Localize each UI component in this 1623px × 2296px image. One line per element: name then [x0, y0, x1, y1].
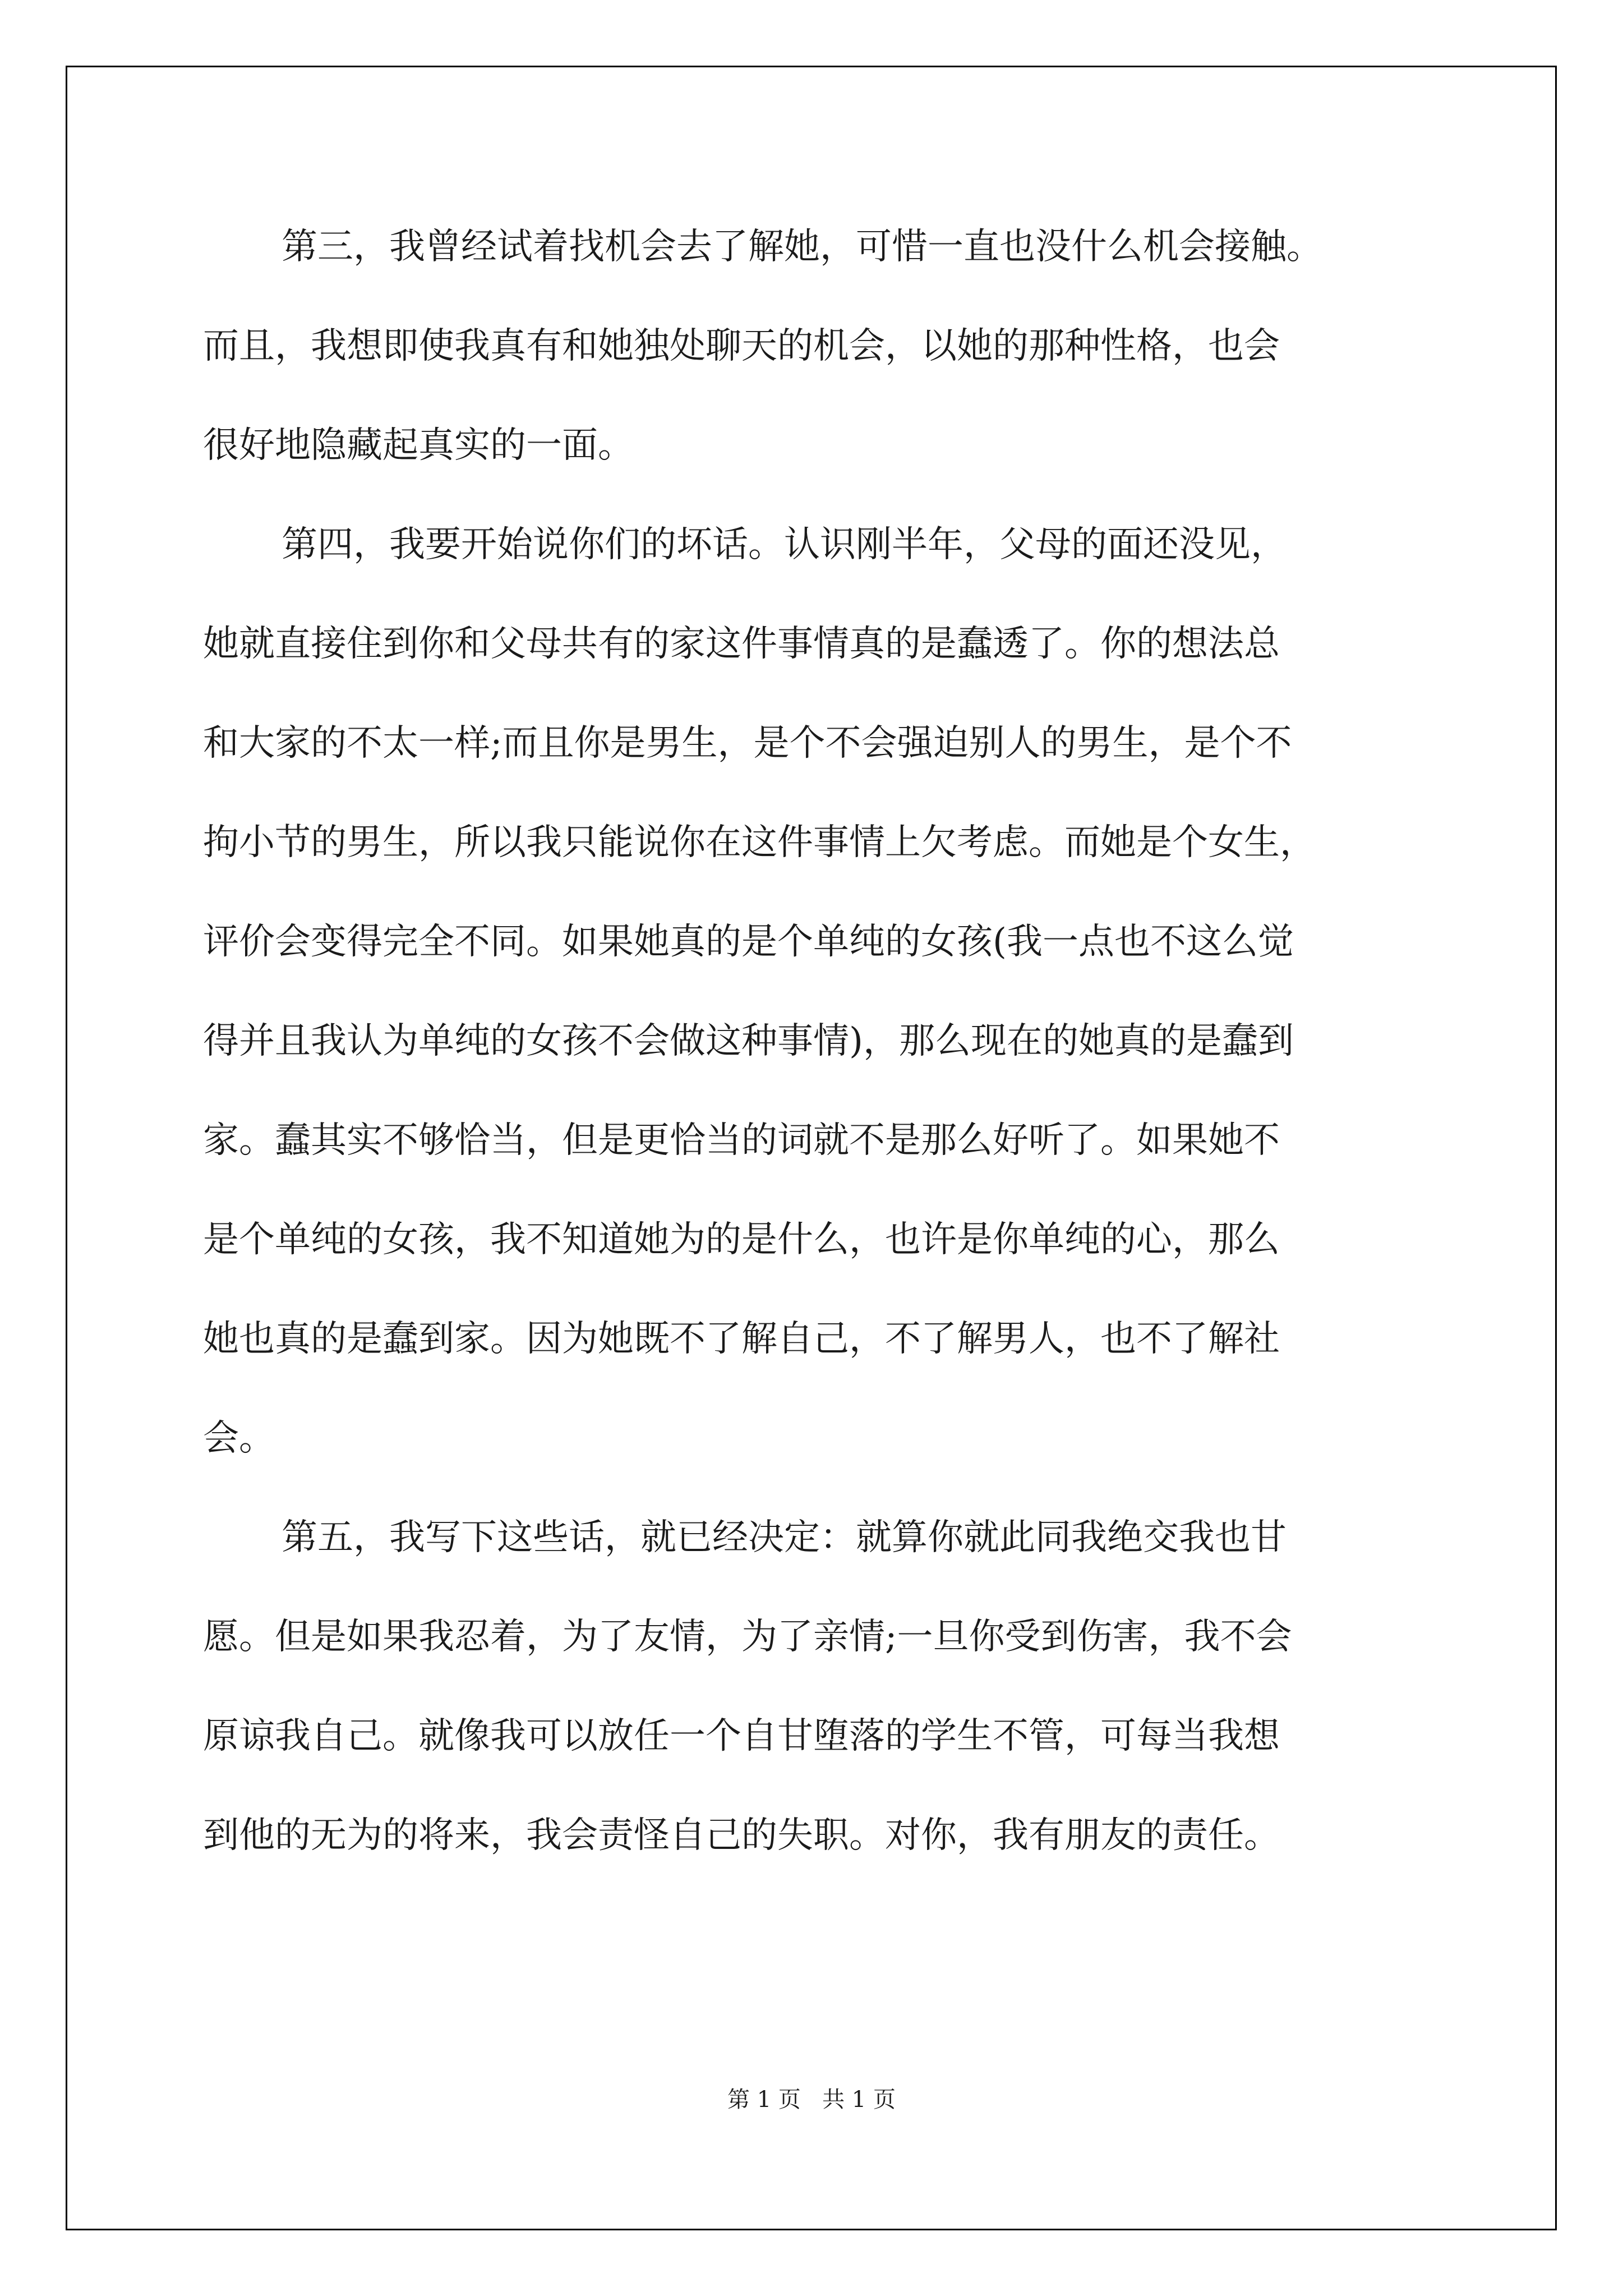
text-line: 评价会变得完全不同。如果她真的是个单纯的女孩(我一点也不这么觉: [203, 921, 1294, 963]
text-line: 是个单纯的女孩，我不知道她为的是什么，也许是你单纯的心，那么: [203, 1219, 1280, 1260]
text-line: 到他的无为的将来，我会责怪自己的失职。对你，我有朋友的责任。: [203, 1815, 1280, 1856]
text-line: 第五，我写下这些话，就已经决定：就算你就此同我绝交我也甘: [282, 1517, 1287, 1558]
text-line: 愿。但是如果我忍着，为了友情，为了亲情;一旦你受到伤害，我不会: [203, 1616, 1292, 1658]
text-line: 第四，我要开始说你们的坏话。认识刚半年，父母的面还没见，: [282, 524, 1287, 565]
text-line: 拘小节的男生，所以我只能说你在这件事情上欠考虑。而她是个女生，: [203, 822, 1316, 863]
text-line: 她就直接住到你和父母共有的家这件事情真的是蠢透了。你的想法总: [203, 623, 1280, 665]
text-line: 很好地隐藏起真实的一面。: [203, 425, 634, 466]
text-line: 会。: [203, 1418, 275, 1459]
text-line: 原谅我自己。就像我可以放任一个自甘堕落的学生不管，可每当我想: [203, 1715, 1280, 1757]
page-number-footer: 第 1 页 共 1 页: [727, 2087, 896, 2113]
text-line: 和大家的不太一样;而且你是男生，是个不会强迫别人的男生，是个不: [203, 723, 1292, 764]
text-line: 第三，我曾经试着找机会去了解她，可惜一直也没什么机会接触。: [282, 226, 1322, 268]
text-line: 家。蠢其实不够恰当，但是更恰当的词就不是那么好听了。如果她不: [203, 1120, 1280, 1161]
text-line: 她也真的是蠢到家。因为她既不了解自己，不了解男人，也不了解社: [203, 1318, 1280, 1360]
text-line: 而且，我想即使我真有和她独处聊天的机会，以她的那种性格，也会: [203, 325, 1280, 367]
text-line: 得并且我认为单纯的女孩不会做这种事情)，那么现在的她真的是蠢到: [203, 1020, 1294, 1062]
